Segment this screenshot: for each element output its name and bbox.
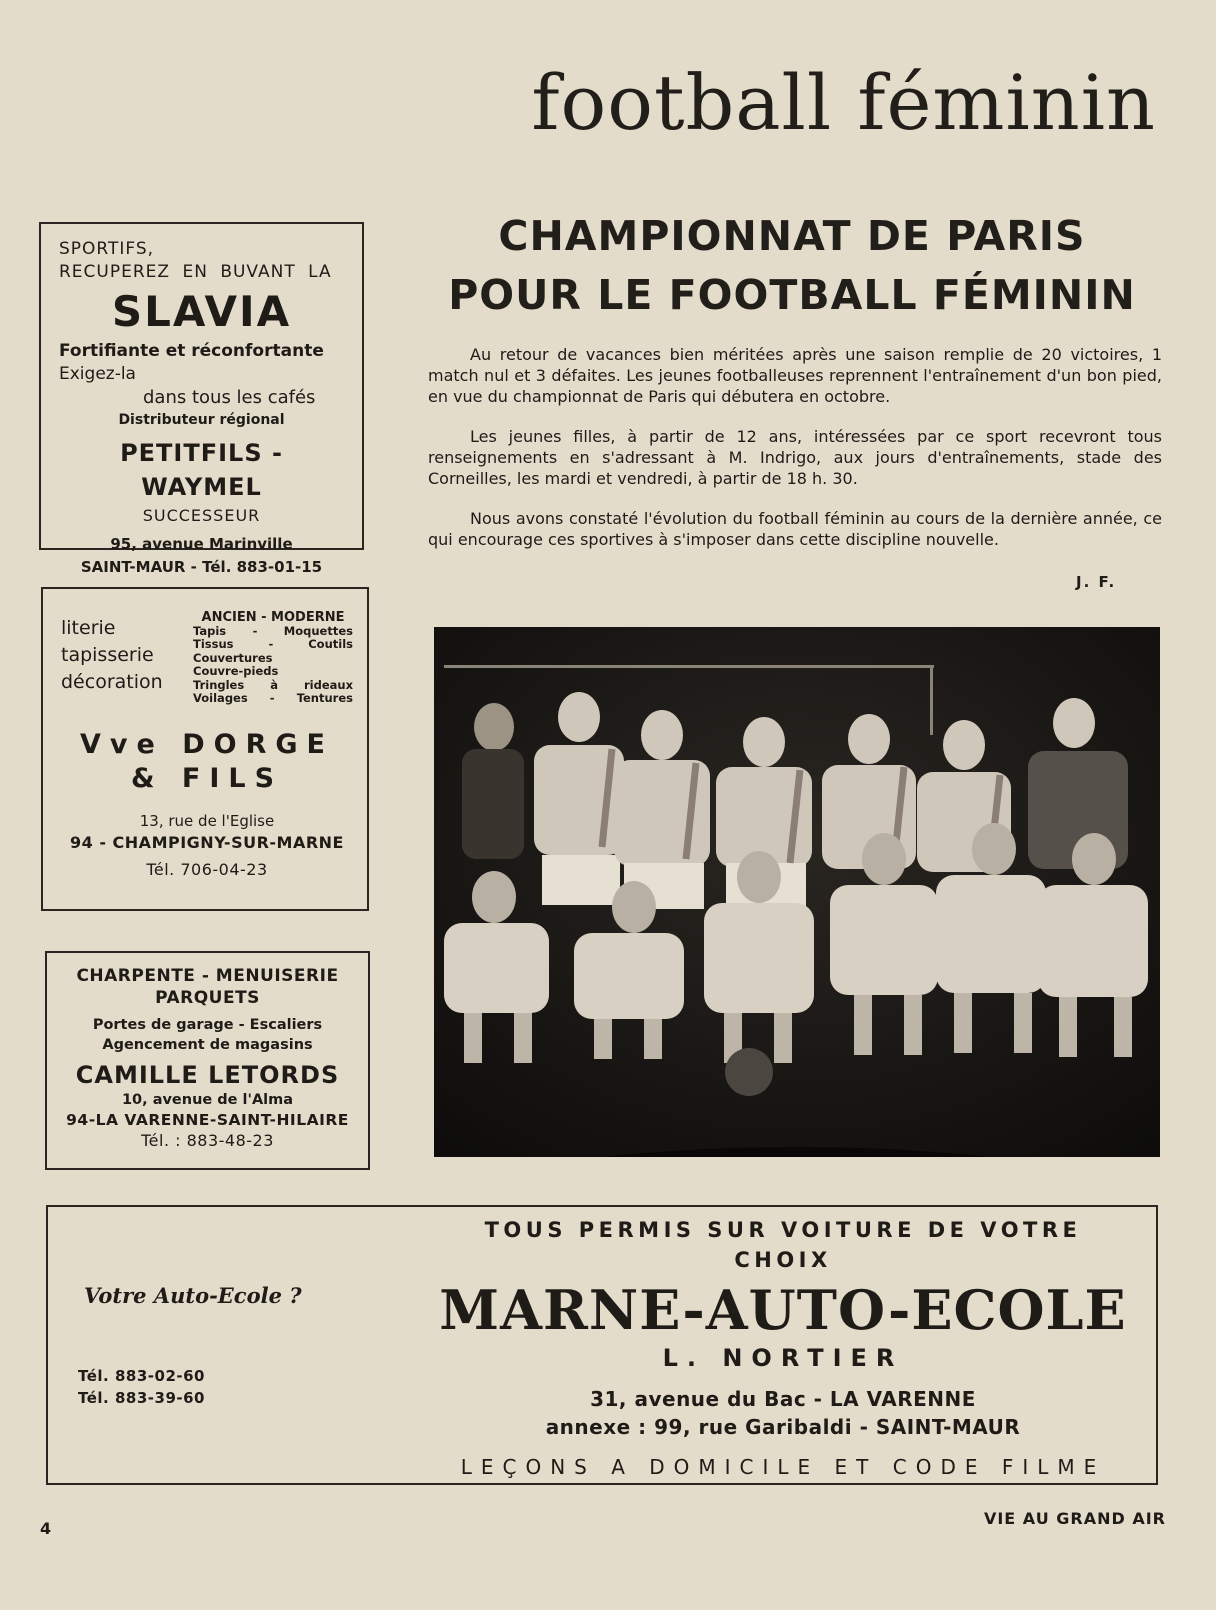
ad-dorge [41,587,369,911]
ad-slavia [39,222,364,576]
auto-lessons: LEÇONS A DOMICILE ET CODE FILME [460,1455,1106,1479]
dorge-product: Couvre-pieds [193,664,279,678]
slavia-company: PETITFILS - WAYMEL [120,439,283,501]
section-title: football féminin [531,58,1156,147]
article-paragraph: Les jeunes filles, à partir de 12 ans, intéressées par ce sport recevront tous renseignements en s'adressant à M. Indrigo, aux jours d'entraînements, stade des Corneilles, les mardi et vendredi, à partir de 18 h. 30. [428,427,1162,488]
slavia-distributor: Distributeur régional [118,412,285,428]
slavia-successor: SUCCESSEUR [142,506,261,525]
article-paragraph: Nous avons constaté l'évolution du football féminin au cours de la dernière année, ce qui encourage ces sportives à s'imposer dans cette discipline nouvelle. [428,509,1162,549]
article-byline: J. F. [1076,573,1117,591]
slavia-ask: Exigez-la [59,364,136,384]
auto-phone1: Tél. 883-02-60 [78,1367,205,1385]
slavia-cafes: dans tous les cafés [143,387,316,408]
headline-line2: POUR LE FOOTBALL FÉMININ [448,271,1136,319]
auto-address1: 31, avenue du Bac - LA VARENNE [590,1387,976,1411]
dorge-city: 94 - CHAMPIGNY-SUR-MARNE [70,832,344,852]
dorge-address: 13, rue de l'Eglise [139,811,275,830]
publication-name: VIE AU GRAND AIR [983,1509,1166,1528]
letords-head1: CHARPENTE - MENUISERIE [76,966,339,986]
dorge-phone: Tél. 706-04-23 [146,859,268,879]
dorge-categories [61,611,163,706]
letords-service1: Portes de garage - Escaliers [92,1017,323,1033]
page-number: 4 [40,1519,52,1538]
auto-owner: L. NORTIER [662,1344,904,1372]
dorge-category: tapisserie [61,644,154,666]
auto-top-line: TOUS PERMIS SUR VOITURE DE VOTRE CHOIX [484,1218,1082,1272]
auto-main [433,1215,1133,1483]
dorge-category: décoration [61,671,163,693]
article-body [428,344,1162,569]
auto-question: Votre Auto-Ecole ? [84,1283,302,1308]
slavia-tagline: Fortifiante et réconfortante [59,341,324,361]
dorge-name-line2: & FILS [130,762,284,794]
dorge-product: Couvertures [193,650,273,665]
slavia-address: 95, avenue Marinville [110,535,293,553]
slavia-city-phone: SAINT-MAUR - Tél. 883-01-15 [80,558,323,576]
dorge-products [193,611,353,706]
auto-phone2: Tél. 883-39-60 [78,1389,205,1407]
letords-name: CAMILLE LETORDS [75,1061,340,1089]
auto-address2: annexe : 99, rue Garibaldi - SAINT-MAUR [545,1415,1021,1439]
letords-address: 10, avenue de l'Alma [121,1092,294,1108]
dorge-product: Tissus - Coutils [193,637,353,651]
dorge-category: literie [61,617,116,639]
dorge-product: Tapis - Moquettes [193,623,353,638]
auto-brand: MARNE-AUTO-ECOLE [439,1278,1127,1342]
headline-line1: CHAMPIONNAT DE PARIS [498,212,1086,260]
team-photo [434,627,1160,1157]
dorge-products-head: ANCIEN - MODERNE [201,610,345,625]
ad-letords [45,951,370,1170]
letords-city: 94-LA VARENNE-SAINT-HILAIRE [66,1111,349,1129]
article-paragraph: Au retour de vacances bien méritées après une saison remplie de 20 victoires, 1 match nul et 3 défaites. Les jeunes footballeuses reprennent l'entraînement d'un bon pied, en vue du championnat de Paris qui débutera en octobre. [428,345,1162,406]
letords-phone: Tél. : 883-48-23 [141,1131,274,1150]
slavia-line2: RECUPEREZ EN BUVANT LA [59,262,332,282]
team-photo-image [434,627,1160,1157]
letords-head2: PARQUETS [155,988,260,1008]
dorge-product: Tringles à rideaux [193,677,353,692]
slavia-brand: SLAVIA [111,287,292,336]
article-headline [422,207,1162,325]
dorge-product: Voilages - Tentures [193,691,353,705]
ad-auto-ecole [46,1205,1158,1485]
slavia-line1: SPORTIFS, [59,239,155,259]
letords-service2: Agencement de magasins [102,1037,313,1053]
dorge-name-line1: Vve DORGE [80,728,334,760]
